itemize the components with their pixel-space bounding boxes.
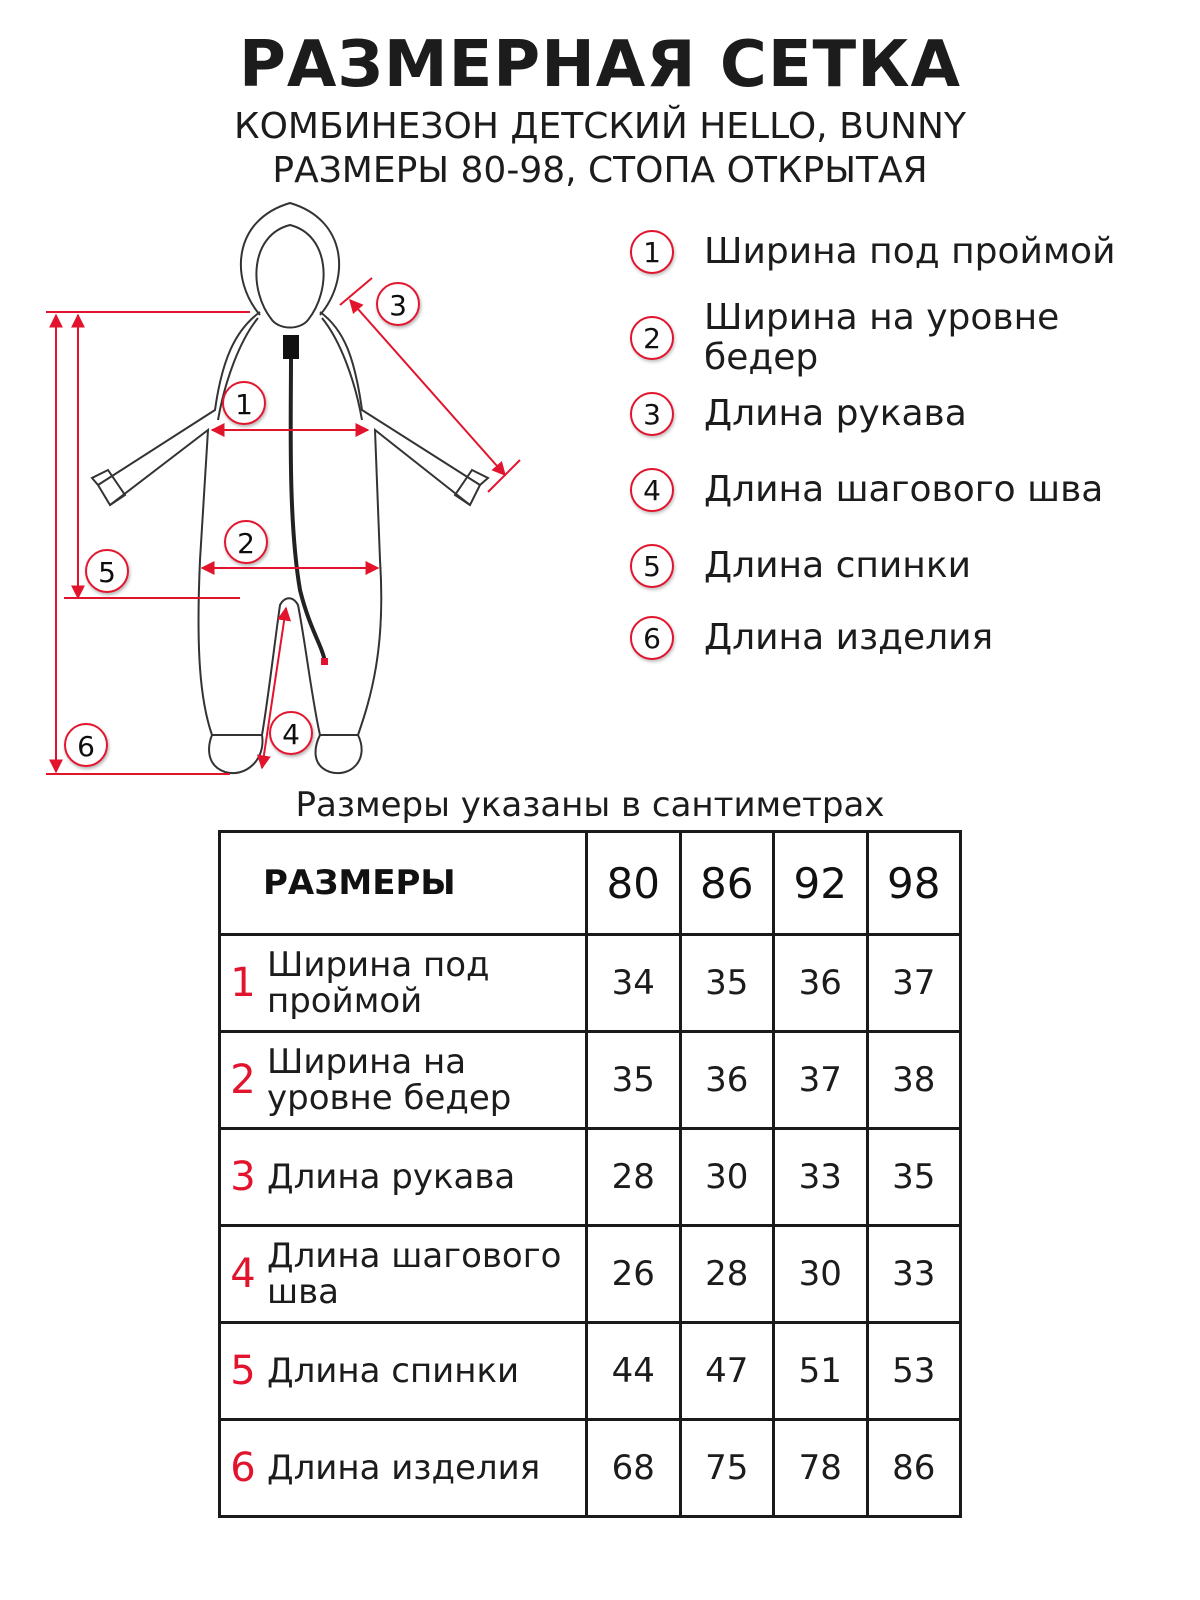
value-cell: 28 [587, 1129, 681, 1226]
legend-label: Длина спинки [704, 545, 971, 586]
table-row [220, 1323, 961, 1420]
legend-item [630, 298, 1104, 378]
value-cell: 35 [680, 935, 774, 1032]
value-cell: 47 [680, 1323, 774, 1420]
param-label: Длина изделия [267, 1448, 541, 1488]
diagram-marker-3 [377, 283, 419, 325]
size-table [218, 830, 962, 1518]
units-note: Размеры указаны в сантиметрах [295, 785, 885, 825]
zipper [283, 335, 328, 665]
size-column-header: 86 [680, 832, 774, 935]
size-column-header: 98 [867, 832, 961, 935]
value-cell: 30 [680, 1129, 774, 1226]
table-row [220, 1226, 961, 1323]
table-row [220, 1420, 961, 1517]
diagram-marker-1 [223, 382, 265, 424]
svg-text:1: 1 [235, 388, 253, 421]
table-row [220, 1032, 961, 1129]
param-cell [220, 1032, 587, 1129]
legend-item [630, 468, 1103, 512]
param-label: Ширина под проймой [267, 945, 490, 1021]
value-cell: 30 [774, 1226, 868, 1323]
legend-label: Длина рукава [704, 393, 967, 434]
svg-text:4: 4 [282, 718, 300, 751]
value-cell: 33 [867, 1226, 961, 1323]
param-number: 6 [230, 1445, 256, 1491]
page-title: РАЗМЕРНАЯ СЕТКА [238, 28, 962, 102]
legend-label: Ширина под проймой [704, 231, 1116, 272]
param-number: 3 [230, 1154, 256, 1200]
value-cell: 86 [867, 1420, 961, 1517]
param-cell [220, 1420, 587, 1517]
value-cell: 78 [774, 1420, 868, 1517]
legend-item [630, 544, 971, 588]
size-column-header: 80 [587, 832, 681, 935]
param-number: 4 [230, 1251, 256, 1297]
param-cell [220, 935, 587, 1032]
diagram-marker-2 [225, 521, 267, 563]
table-row [220, 1129, 961, 1226]
legend-label: Длина изделия [704, 617, 994, 658]
legend-number: 4 [630, 468, 674, 512]
legend-number: 3 [630, 392, 674, 436]
legend-number: 5 [630, 544, 674, 588]
table-header-label: РАЗМЕРЫ [220, 832, 587, 935]
product-sizes-note: РАЗМЕРЫ 80-98, СТОПА ОТКРЫТАЯ [272, 150, 928, 191]
value-cell: 34 [587, 935, 681, 1032]
svg-text:6: 6 [77, 730, 95, 763]
value-cell: 35 [587, 1032, 681, 1129]
value-cell: 75 [680, 1420, 774, 1517]
diagram-marker-4 [270, 712, 312, 754]
legend-label: Ширина на уровне бедер [704, 297, 1060, 378]
value-cell: 68 [587, 1420, 681, 1517]
value-cell: 35 [867, 1129, 961, 1226]
table-row [220, 935, 961, 1032]
param-label: Длина рукава [267, 1157, 516, 1197]
value-cell: 36 [774, 935, 868, 1032]
param-number: 5 [230, 1348, 256, 1394]
value-cell: 37 [774, 1032, 868, 1129]
legend-number: 6 [630, 616, 674, 660]
legend-number: 1 [630, 230, 674, 274]
value-cell: 51 [774, 1323, 868, 1420]
param-number: 2 [230, 1057, 256, 1103]
param-label: Длина шагового шва [267, 1236, 562, 1312]
value-cell: 53 [867, 1323, 961, 1420]
param-label: Длина спинки [267, 1351, 520, 1391]
diagram-marker-5 [86, 550, 128, 592]
svg-text:2: 2 [237, 527, 255, 560]
svg-text:3: 3 [389, 289, 407, 322]
value-cell: 26 [587, 1226, 681, 1323]
param-cell [220, 1129, 587, 1226]
diagram-marker-6 [65, 724, 107, 766]
value-cell: 36 [680, 1032, 774, 1129]
value-cell: 37 [867, 935, 961, 1032]
size-column-header: 92 [774, 832, 868, 935]
param-cell [220, 1226, 587, 1323]
value-cell: 38 [867, 1032, 961, 1129]
value-cell: 28 [680, 1226, 774, 1323]
product-name: КОМБИНЕЗОН ДЕТСКИЙ HELLO, BUNNY [234, 106, 966, 147]
param-cell [220, 1323, 587, 1420]
legend-item [630, 392, 967, 436]
legend-label: Длина шагового шва [704, 469, 1104, 510]
legend-item [630, 230, 1115, 274]
legend-number: 2 [630, 316, 674, 360]
legend-item [630, 616, 993, 660]
param-label: Ширина на уровне бедер [267, 1042, 512, 1118]
value-cell: 33 [774, 1129, 868, 1226]
svg-text:5: 5 [98, 556, 116, 589]
jumpsuit-diagram [40, 200, 540, 790]
param-number: 1 [230, 960, 256, 1006]
value-cell: 44 [587, 1323, 681, 1420]
table-header-row [220, 832, 961, 935]
